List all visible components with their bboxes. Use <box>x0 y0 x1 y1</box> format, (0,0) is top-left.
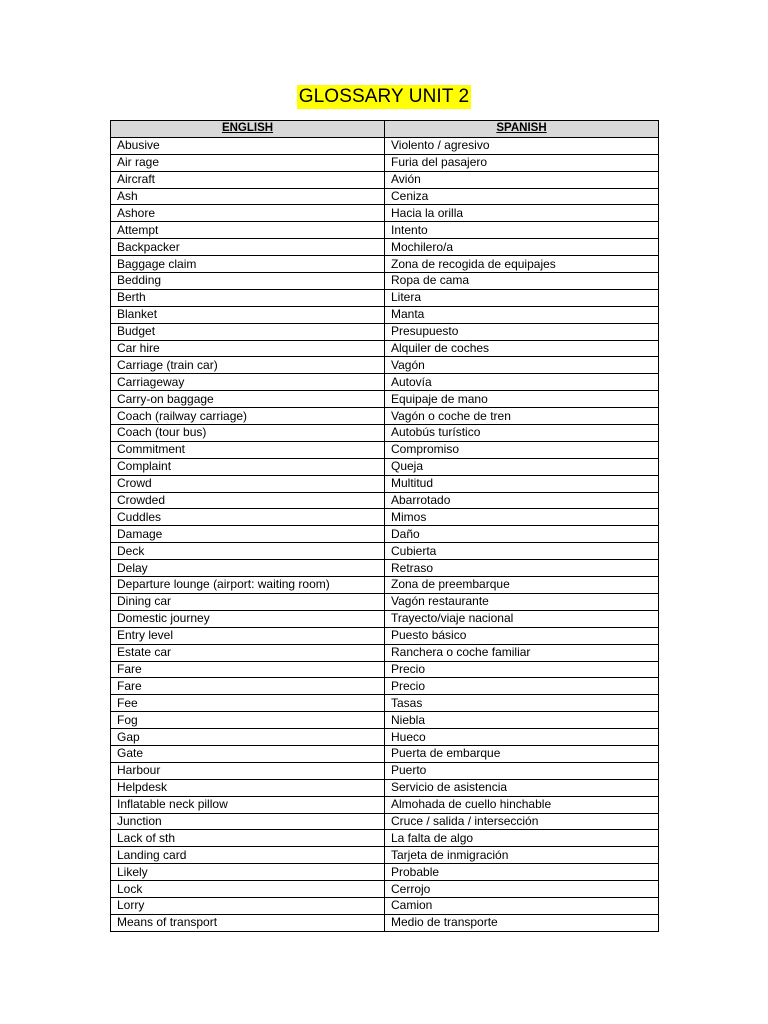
table-body <box>111 137 659 931</box>
english-term-cell: Backpacker <box>111 239 385 256</box>
spanish-term-cell: Autovía <box>385 374 659 391</box>
table-row <box>111 239 659 256</box>
english-term-cell: Complaint <box>111 458 385 475</box>
table-row <box>111 340 659 357</box>
spanish-term-cell: Intento <box>385 222 659 239</box>
spanish-term-cell: Hueco <box>385 729 659 746</box>
english-term-cell: Blanket <box>111 306 385 323</box>
spanish-term-cell: Alquiler de coches <box>385 340 659 357</box>
table-row <box>111 914 659 931</box>
table-row <box>111 762 659 779</box>
english-term-cell: Car hire <box>111 340 385 357</box>
table-row <box>111 374 659 391</box>
english-term-cell: Harbour <box>111 762 385 779</box>
spanish-term-cell: La falta de algo <box>385 830 659 847</box>
english-term-cell: Berth <box>111 289 385 306</box>
spanish-term-cell: Probable <box>385 864 659 881</box>
table-row <box>111 441 659 458</box>
spanish-term-cell: Equipaje de mano <box>385 391 659 408</box>
column-header-english: ENGLISH <box>111 121 385 138</box>
spanish-term-cell: Violento / agresivo <box>385 137 659 154</box>
english-term-cell: Carry-on baggage <box>111 391 385 408</box>
table-row <box>111 357 659 374</box>
english-term-cell: Carriage (train car) <box>111 357 385 374</box>
spanish-term-cell: Zona de preembarque <box>385 577 659 594</box>
english-term-cell: Aircraft <box>111 171 385 188</box>
english-term-cell: Fog <box>111 712 385 729</box>
table-row <box>111 610 659 627</box>
table-row <box>111 593 659 610</box>
english-term-cell: Departure lounge (airport: waiting room) <box>111 577 385 594</box>
english-term-cell: Gap <box>111 729 385 746</box>
table-row <box>111 779 659 796</box>
spanish-term-cell: Manta <box>385 306 659 323</box>
english-term-cell: Ashore <box>111 205 385 222</box>
english-term-cell: Coach (tour bus) <box>111 425 385 442</box>
spanish-term-cell: Litera <box>385 289 659 306</box>
table-row <box>111 695 659 712</box>
english-term-cell: Gate <box>111 745 385 762</box>
spanish-term-cell: Trayecto/viaje nacional <box>385 610 659 627</box>
table-row <box>111 408 659 425</box>
table-row <box>111 526 659 543</box>
english-term-cell: Junction <box>111 813 385 830</box>
spanish-term-cell: Presupuesto <box>385 323 659 340</box>
english-term-cell: Lorry <box>111 897 385 914</box>
english-term-cell: Air rage <box>111 154 385 171</box>
spanish-term-cell: Niebla <box>385 712 659 729</box>
english-term-cell: Helpdesk <box>111 779 385 796</box>
table-row <box>111 881 659 898</box>
english-term-cell: Estate car <box>111 644 385 661</box>
spanish-term-cell: Hacia la orilla <box>385 205 659 222</box>
spanish-term-cell: Ropa de cama <box>385 273 659 290</box>
table-row <box>111 171 659 188</box>
english-term-cell: Abusive <box>111 137 385 154</box>
spanish-term-cell: Cubierta <box>385 543 659 560</box>
spanish-term-cell: Queja <box>385 458 659 475</box>
table-row <box>111 864 659 881</box>
table-header <box>111 121 659 138</box>
english-term-cell: Budget <box>111 323 385 340</box>
english-term-cell: Bedding <box>111 273 385 290</box>
table-row <box>111 813 659 830</box>
table-row <box>111 644 659 661</box>
spanish-term-cell: Medio de transporte <box>385 914 659 931</box>
spanish-term-cell: Vagón <box>385 357 659 374</box>
table-row <box>111 492 659 509</box>
english-term-cell: Deck <box>111 543 385 560</box>
table-row <box>111 509 659 526</box>
english-term-cell: Ash <box>111 188 385 205</box>
spanish-term-cell: Puerta de embarque <box>385 745 659 762</box>
table-row <box>111 475 659 492</box>
table-row <box>111 458 659 475</box>
table-row <box>111 543 659 560</box>
english-term-cell: Domestic journey <box>111 610 385 627</box>
english-term-cell: Means of transport <box>111 914 385 931</box>
english-term-cell: Lack of sth <box>111 830 385 847</box>
table-row <box>111 323 659 340</box>
table-row <box>111 137 659 154</box>
spanish-term-cell: Cruce / salida / intersección <box>385 813 659 830</box>
table-row <box>111 729 659 746</box>
table-row <box>111 560 659 577</box>
table-row <box>111 897 659 914</box>
table-row <box>111 391 659 408</box>
header-row <box>111 121 659 138</box>
table-row <box>111 425 659 442</box>
spanish-term-cell: Compromiso <box>385 441 659 458</box>
spanish-term-cell: Puesto básico <box>385 627 659 644</box>
spanish-term-cell: Vagón o coche de tren <box>385 408 659 425</box>
column-header-spanish: SPANISH <box>385 121 659 138</box>
glossary-table <box>110 120 659 932</box>
table-row <box>111 830 659 847</box>
table-row <box>111 847 659 864</box>
table-row <box>111 256 659 273</box>
table-row <box>111 205 659 222</box>
spanish-term-cell: Daño <box>385 526 659 543</box>
table-row <box>111 712 659 729</box>
spanish-term-cell: Puerto <box>385 762 659 779</box>
table-row <box>111 289 659 306</box>
spanish-term-cell: Retraso <box>385 560 659 577</box>
table-row <box>111 661 659 678</box>
english-term-cell: Fee <box>111 695 385 712</box>
table-row <box>111 678 659 695</box>
english-term-cell: Commitment <box>111 441 385 458</box>
spanish-term-cell: Zona de recogida de equipajes <box>385 256 659 273</box>
english-term-cell: Delay <box>111 560 385 577</box>
title-container <box>0 85 768 109</box>
spanish-term-cell: Furia del pasajero <box>385 154 659 171</box>
spanish-term-cell: Mimos <box>385 509 659 526</box>
english-term-cell: Crowded <box>111 492 385 509</box>
english-term-cell: Dining car <box>111 593 385 610</box>
english-term-cell: Crowd <box>111 475 385 492</box>
english-term-cell: Cuddles <box>111 509 385 526</box>
spanish-term-cell: Ceniza <box>385 188 659 205</box>
table-row <box>111 577 659 594</box>
spanish-term-cell: Tasas <box>385 695 659 712</box>
spanish-term-cell: Avión <box>385 171 659 188</box>
english-term-cell: Landing card <box>111 847 385 864</box>
english-term-cell: Coach (railway carriage) <box>111 408 385 425</box>
spanish-term-cell: Almohada de cuello hinchable <box>385 796 659 813</box>
spanish-term-cell: Precio <box>385 661 659 678</box>
spanish-term-cell: Mochilero/a <box>385 239 659 256</box>
table-row <box>111 306 659 323</box>
english-term-cell: Baggage claim <box>111 256 385 273</box>
table-row <box>111 222 659 239</box>
page-title: GLOSSARY UNIT 2 <box>298 86 470 107</box>
english-term-cell: Entry level <box>111 627 385 644</box>
spanish-term-cell: Camion <box>385 897 659 914</box>
table-row <box>111 154 659 171</box>
english-term-cell: Lock <box>111 881 385 898</box>
table-row <box>111 188 659 205</box>
english-term-cell: Damage <box>111 526 385 543</box>
english-term-cell: Fare <box>111 661 385 678</box>
spanish-term-cell: Servicio de asistencia <box>385 779 659 796</box>
spanish-term-cell: Multitud <box>385 475 659 492</box>
spanish-term-cell: Ranchera o coche familiar <box>385 644 659 661</box>
spanish-term-cell: Abarrotado <box>385 492 659 509</box>
spanish-term-cell: Tarjeta de inmigración <box>385 847 659 864</box>
spanish-term-cell: Precio <box>385 678 659 695</box>
spanish-term-cell: Vagón restaurante <box>385 593 659 610</box>
english-term-cell: Attempt <box>111 222 385 239</box>
table-row <box>111 745 659 762</box>
english-term-cell: Likely <box>111 864 385 881</box>
spanish-term-cell: Autobús turístico <box>385 425 659 442</box>
english-term-cell: Carriageway <box>111 374 385 391</box>
table-row <box>111 273 659 290</box>
table-row <box>111 627 659 644</box>
english-term-cell: Inflatable neck pillow <box>111 796 385 813</box>
spanish-term-cell: Cerrojo <box>385 881 659 898</box>
english-term-cell: Fare <box>111 678 385 695</box>
table-row <box>111 796 659 813</box>
